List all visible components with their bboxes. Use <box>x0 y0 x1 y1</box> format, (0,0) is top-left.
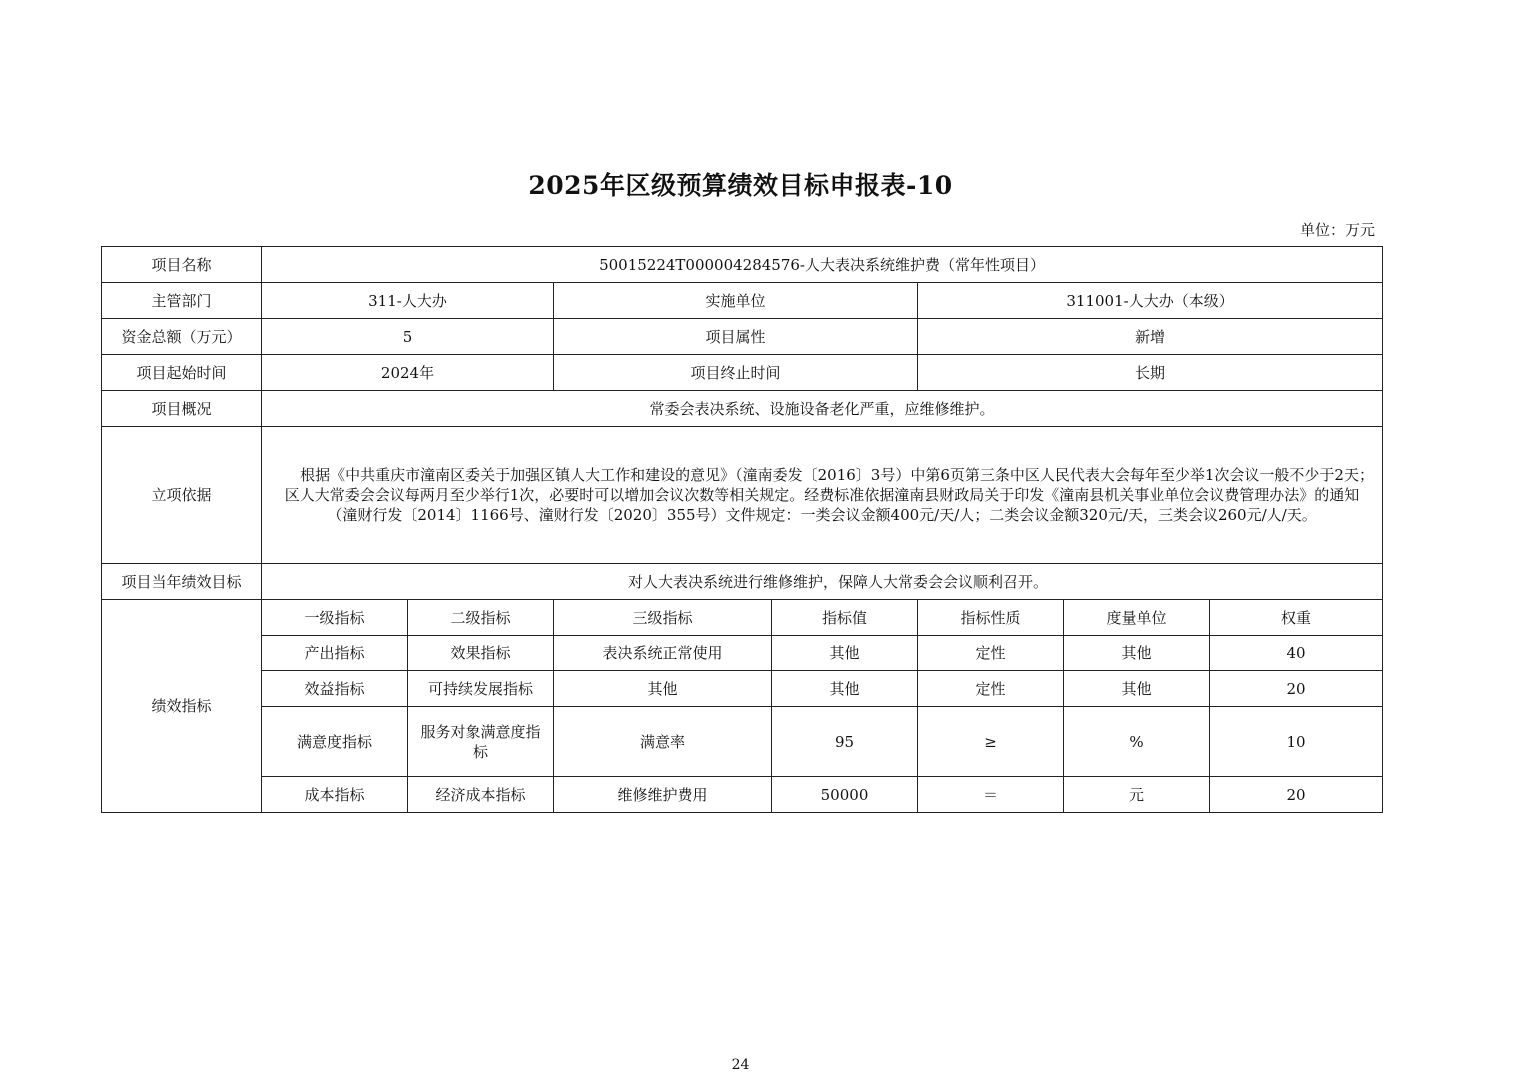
header-level3: 三级指标 <box>554 600 772 636</box>
header-nature: 指标性质 <box>918 600 1064 636</box>
level1-cell: 效益指标 <box>262 671 408 707</box>
row-overview <box>102 391 1383 427</box>
level3-cell: 其他 <box>554 671 772 707</box>
project-name-label: 项目名称 <box>102 247 262 283</box>
funds-value: 5 <box>262 319 554 355</box>
nature-cell: 定性 <box>918 636 1064 671</box>
overview-value: 常委会表决系统、设施设备老化严重，应维修维护。 <box>262 391 1383 427</box>
performance-target-table <box>101 246 1383 813</box>
unit-cell: 其他 <box>1064 671 1210 707</box>
value-cell: 95 <box>772 707 918 777</box>
start-time-value: 2024年 <box>262 355 554 391</box>
level3-cell: 满意率 <box>554 707 772 777</box>
row-goal <box>102 564 1383 600</box>
impl-unit-value: 311001-人大办（本级） <box>918 283 1383 319</box>
overview-label: 项目概况 <box>102 391 262 427</box>
value-cell: 其他 <box>772 671 918 707</box>
funds-label: 资金总额（万元） <box>102 319 262 355</box>
nature-cell: 定性 <box>918 671 1064 707</box>
row-time <box>102 355 1383 391</box>
row-funds <box>102 319 1383 355</box>
project-name-value: 50015224T000004284576-人大表决系统维护费（常年性项目） <box>262 247 1383 283</box>
level2-cell: 可持续发展指标 <box>408 671 554 707</box>
department-value: 311-人大办 <box>262 283 554 319</box>
indicator-row <box>102 707 1383 777</box>
unit-label: 单位：万元 <box>1299 221 1375 239</box>
row-department <box>102 283 1383 319</box>
impl-unit-label: 实施单位 <box>554 283 918 319</box>
row-basis <box>102 427 1383 564</box>
goal-label: 项目当年绩效目标 <box>102 564 262 600</box>
department-label: 主管部门 <box>102 283 262 319</box>
nature-cell: ≥ <box>918 707 1064 777</box>
header-unit: 度量单位 <box>1064 600 1210 636</box>
indicator-row <box>102 671 1383 707</box>
level3-cell: 维修维护费用 <box>554 777 772 813</box>
weight-cell: 40 <box>1210 636 1383 671</box>
page-title: 2025年区级预算绩效目标申报表-10 <box>528 171 953 200</box>
level1-cell: 满意度指标 <box>262 707 408 777</box>
indicator-row <box>102 636 1383 671</box>
header-weight: 权重 <box>1210 600 1383 636</box>
project-attr-value: 新增 <box>918 319 1383 355</box>
unit-cell: 元 <box>1064 777 1210 813</box>
indicators-label: 绩效指标 <box>102 600 262 813</box>
value-cell: 50000 <box>772 777 918 813</box>
header-level1: 一级指标 <box>262 600 408 636</box>
unit-cell: % <box>1064 707 1210 777</box>
nature-cell: ＝ <box>918 777 1064 813</box>
weight-cell: 20 <box>1210 671 1383 707</box>
goal-text: 对人大表决系统进行维修维护，保障人大常委会会议顺利召开。 <box>628 572 1049 591</box>
basis-text: 根据《中共重庆市潼南区委关于加强区镇人大工作和建设的意见》（潼南委发〔2016〕3号）中第6页第三条中区人民代表大会每年至少举1次会议一般不少于2天；区人大常委会会议每两月至少举行1次，必要时可以增加会议次数等相关规定。经费标准依据潼南县财政局关于印发《潼南县机关事业单位会议费管理办法》的通知（潼财行发〔2014〕1166号、潼财行发〔2020〕355号）文件规定：一类会议金额400元/天/人；二类会议金额320元/天，三类会议260元/人/天。 <box>284 466 1374 524</box>
level1-cell: 产出指标 <box>262 636 408 671</box>
value-cell: 其他 <box>772 636 918 671</box>
basis-label: 立项依据 <box>102 427 262 564</box>
end-time-value: 长期 <box>918 355 1383 391</box>
weight-cell: 20 <box>1210 777 1383 813</box>
level2-cell: 服务对象满意度指标 <box>408 707 554 777</box>
header-value: 指标值 <box>772 600 918 636</box>
basis-value <box>262 427 1383 564</box>
start-time-label: 项目起始时间 <box>102 355 262 391</box>
project-attr-label: 项目属性 <box>554 319 918 355</box>
unit-cell: 其他 <box>1064 636 1210 671</box>
weight-cell: 10 <box>1210 707 1383 777</box>
end-time-label: 项目终止时间 <box>554 355 918 391</box>
goal-value <box>262 564 1383 600</box>
row-project-name <box>102 247 1383 283</box>
level1-cell: 成本指标 <box>262 777 408 813</box>
indicator-row <box>102 777 1383 813</box>
level2-cell: 经济成本指标 <box>408 777 554 813</box>
level3-cell: 表决系统正常使用 <box>554 636 772 671</box>
indicator-header-row <box>102 600 1383 636</box>
page-number: 24 <box>731 1057 750 1073</box>
level2-cell: 效果指标 <box>408 636 554 671</box>
header-level2: 二级指标 <box>408 600 554 636</box>
